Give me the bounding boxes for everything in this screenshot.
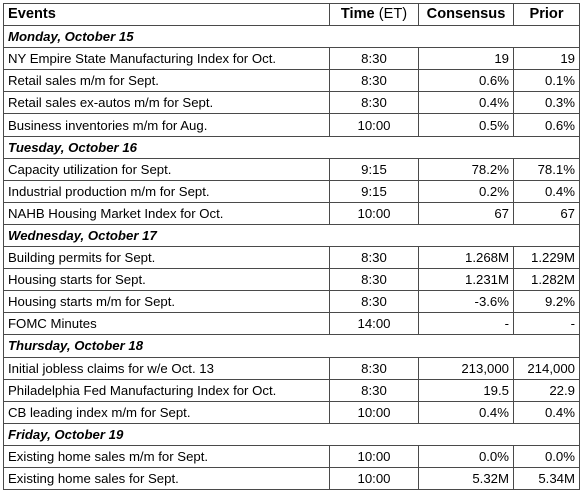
- time-cell: 8:30: [330, 291, 419, 313]
- event-cell: Industrial production m/m for Sept.: [4, 180, 330, 202]
- event-cell: Housing starts for Sept.: [4, 269, 330, 291]
- time-cell: 8:30: [330, 357, 419, 379]
- prior-cell: 19: [514, 48, 580, 70]
- event-cell: Retail sales m/m for Sept.: [4, 70, 330, 92]
- table-row: [4, 313, 580, 335]
- time-cell: 8:30: [330, 269, 419, 291]
- header-row: [4, 4, 580, 26]
- time-cell: 10:00: [330, 401, 419, 423]
- prior-cell: 22.9: [514, 379, 580, 401]
- consensus-cell: 5.32M: [419, 467, 514, 489]
- table-row: [4, 48, 580, 70]
- day-label: Friday, October 19: [4, 423, 580, 445]
- consensus-cell: 1.268M: [419, 247, 514, 269]
- consensus-cell: 67: [419, 202, 514, 224]
- table-row: [4, 180, 580, 202]
- table-row: [4, 114, 580, 136]
- event-cell: FOMC Minutes: [4, 313, 330, 335]
- consensus-cell: 78.2%: [419, 158, 514, 180]
- day-label: Thursday, October 18: [4, 335, 580, 357]
- prior-cell: 1.282M: [514, 269, 580, 291]
- time-header-label: Time: [340, 6, 375, 23]
- time-cell: 8:30: [330, 48, 419, 70]
- prior-cell: 0.4%: [514, 180, 580, 202]
- event-cell: NAHB Housing Market Index for Oct.: [4, 202, 330, 224]
- prior-cell: 214,000: [514, 357, 580, 379]
- day-header-row: [4, 224, 580, 246]
- table-row: [4, 445, 580, 467]
- event-cell: Housing starts m/m for Sept.: [4, 291, 330, 313]
- consensus-cell: 0.5%: [419, 114, 514, 136]
- table-row: [4, 357, 580, 379]
- prior-cell: 0.3%: [514, 92, 580, 114]
- event-cell: Initial jobless claims for w/e Oct. 13: [4, 357, 330, 379]
- event-cell: CB leading index m/m for Sept.: [4, 401, 330, 423]
- day-header-row: [4, 335, 580, 357]
- consensus-cell: 0.2%: [419, 180, 514, 202]
- consensus-cell: -: [419, 313, 514, 335]
- table-row: [4, 92, 580, 114]
- time-cell: 9:15: [330, 158, 419, 180]
- table-row: [4, 467, 580, 489]
- prior-cell: 9.2%: [514, 291, 580, 313]
- event-cell: Existing home sales m/m for Sept.: [4, 445, 330, 467]
- time-cell: 8:30: [330, 92, 419, 114]
- prior-column-header: Prior: [514, 4, 580, 26]
- consensus-cell: 0.4%: [419, 401, 514, 423]
- time-cell: 8:30: [330, 247, 419, 269]
- prior-cell: 0.4%: [514, 401, 580, 423]
- event-cell: Capacity utilization for Sept.: [4, 158, 330, 180]
- table-row: [4, 269, 580, 291]
- day-header-row: [4, 26, 580, 48]
- event-cell: Existing home sales for Sept.: [4, 467, 330, 489]
- day-header-row: [4, 423, 580, 445]
- day-label: Monday, October 15: [4, 26, 580, 48]
- consensus-column-header: Consensus: [419, 4, 514, 26]
- consensus-cell: 1.231M: [419, 269, 514, 291]
- table-row: [4, 379, 580, 401]
- consensus-cell: 0.4%: [419, 92, 514, 114]
- prior-cell: -: [514, 313, 580, 335]
- table-row: [4, 202, 580, 224]
- time-cell: 10:00: [330, 114, 419, 136]
- prior-cell: 0.0%: [514, 445, 580, 467]
- prior-cell: 0.6%: [514, 114, 580, 136]
- prior-cell: 0.1%: [514, 70, 580, 92]
- consensus-cell: 213,000: [419, 357, 514, 379]
- event-cell: Retail sales ex-autos m/m for Sept.: [4, 92, 330, 114]
- time-cell: 8:30: [330, 379, 419, 401]
- prior-cell: 1.229M: [514, 247, 580, 269]
- day-header-row: [4, 136, 580, 158]
- event-cell: Philadelphia Fed Manufacturing Index for Oct.: [4, 379, 330, 401]
- time-cell: 10:00: [330, 202, 419, 224]
- event-cell: Business inventories m/m for Aug.: [4, 114, 330, 136]
- calendar-wrapper: [3, 3, 580, 490]
- event-cell: NY Empire State Manufacturing Index for Oct.: [4, 48, 330, 70]
- table-row: [4, 70, 580, 92]
- table-row: [4, 401, 580, 423]
- consensus-cell: 19: [419, 48, 514, 70]
- time-cell: 8:30: [330, 70, 419, 92]
- table-row: [4, 291, 580, 313]
- time-column-header: [330, 4, 419, 26]
- time-cell: 10:00: [330, 467, 419, 489]
- prior-cell: 67: [514, 202, 580, 224]
- consensus-cell: 0.6%: [419, 70, 514, 92]
- table-row: [4, 158, 580, 180]
- day-label: Wednesday, October 17: [4, 224, 580, 246]
- consensus-cell: -3.6%: [419, 291, 514, 313]
- consensus-cell: 0.0%: [419, 445, 514, 467]
- time-cell: 10:00: [330, 445, 419, 467]
- consensus-cell: 19.5: [419, 379, 514, 401]
- events-column-header: Events: [4, 4, 330, 26]
- day-label: Tuesday, October 16: [4, 136, 580, 158]
- prior-cell: 5.34M: [514, 467, 580, 489]
- table-row: [4, 247, 580, 269]
- event-cell: Building permits for Sept.: [4, 247, 330, 269]
- prior-cell: 78.1%: [514, 158, 580, 180]
- time-cell: 14:00: [330, 313, 419, 335]
- economic-calendar-table: [3, 3, 580, 490]
- time-header-unit: (ET): [378, 6, 408, 23]
- time-cell: 9:15: [330, 180, 419, 202]
